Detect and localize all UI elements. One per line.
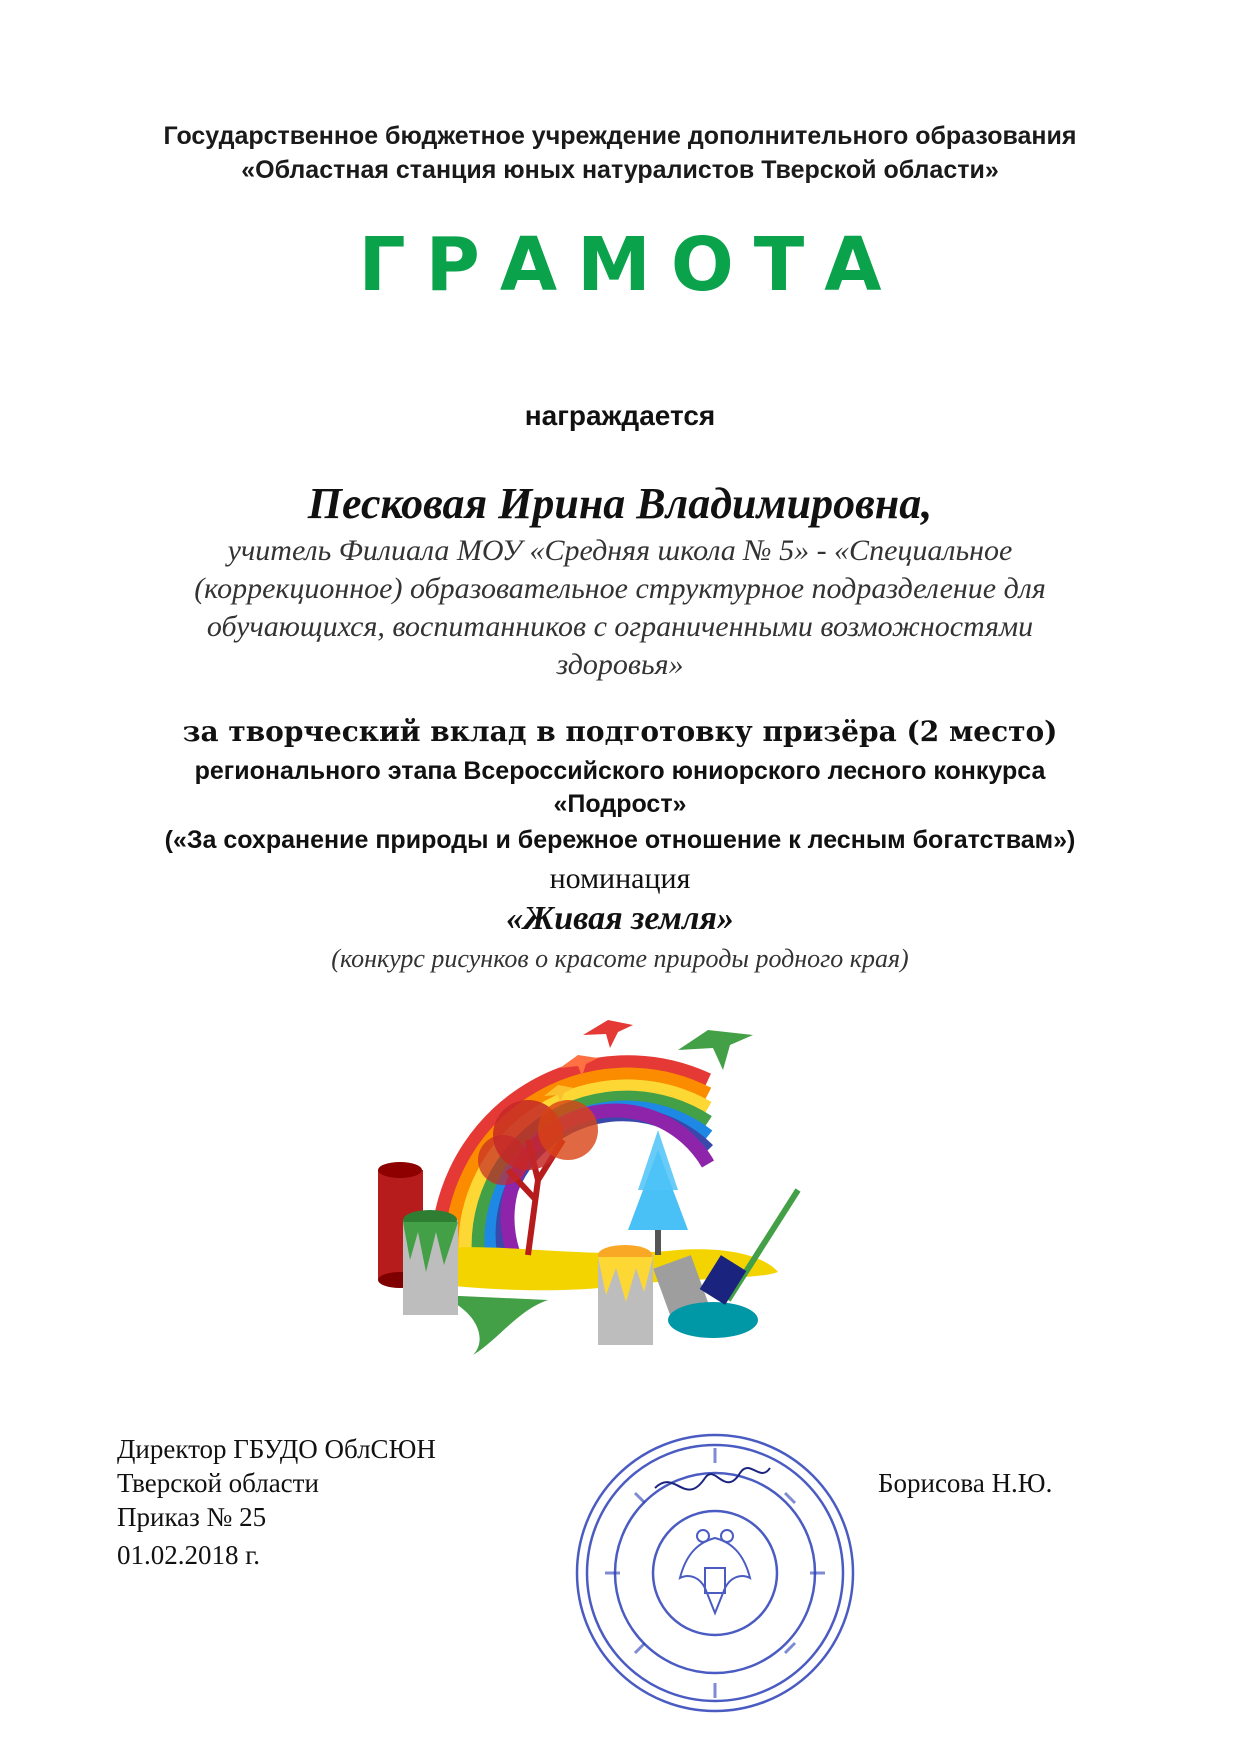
handwritten-signature <box>655 1468 770 1490</box>
signature-position-line-2: Тверской области <box>117 1468 319 1498</box>
order-number: Приказ № 25 <box>117 1502 267 1532</box>
rainbow-paint-illustration <box>378 1010 878 1370</box>
reason-line-2: регионального этапа Всероссийского юниорского лесного конкурса <box>194 757 1046 785</box>
official-seal-stamp <box>565 1428 865 1718</box>
paint-can-green-icon <box>403 1210 458 1315</box>
reason-line-1: за творческий вклад в подготовку призёра (2 место) <box>182 715 1058 748</box>
organization-line-1: Государственное бюджетное учреждение дополнительного образования <box>163 122 1077 150</box>
blue-tree-icon <box>628 1130 688 1255</box>
signer-name: Борисова Н.Ю. <box>878 1468 1053 1498</box>
reason-line-3: «Подрост» <box>553 790 687 818</box>
reason-line-4: («За сохранение природы и бережное отношение к лесным богатствам») <box>164 826 1076 854</box>
paint-can-yellow-icon <box>598 1245 653 1345</box>
recipient-position: учитель Филиала МОУ «Средняя школа № 5» - «Специальное (коррекционное) образовательное структурное подразделение для обучающихся, воспитанников с ограниченными возможностями здоровья» <box>194 534 1046 681</box>
nomination-subtitle: (конкурс рисунков о красоте природы родного края) <box>331 944 909 973</box>
signature-position-line-1: Директор ГБУДО ОблСЮН <box>117 1434 436 1464</box>
nomination-label: номинация <box>549 862 691 895</box>
organization-line-2: «Областная станция юных натуралистов Тверской области» <box>241 156 999 184</box>
paint-brush-icon <box>700 1190 798 1305</box>
recipient-name: Песковая Ирина Владимировна, <box>307 479 933 528</box>
coat-of-arms-icon <box>680 1530 750 1613</box>
awarded-label: награждается <box>524 400 716 431</box>
nomination-title: «Живая земля» <box>506 900 734 937</box>
certificate-title: ГРАМОТА <box>358 222 902 308</box>
certificate-date: 01.02.2018 г. <box>117 1540 261 1570</box>
